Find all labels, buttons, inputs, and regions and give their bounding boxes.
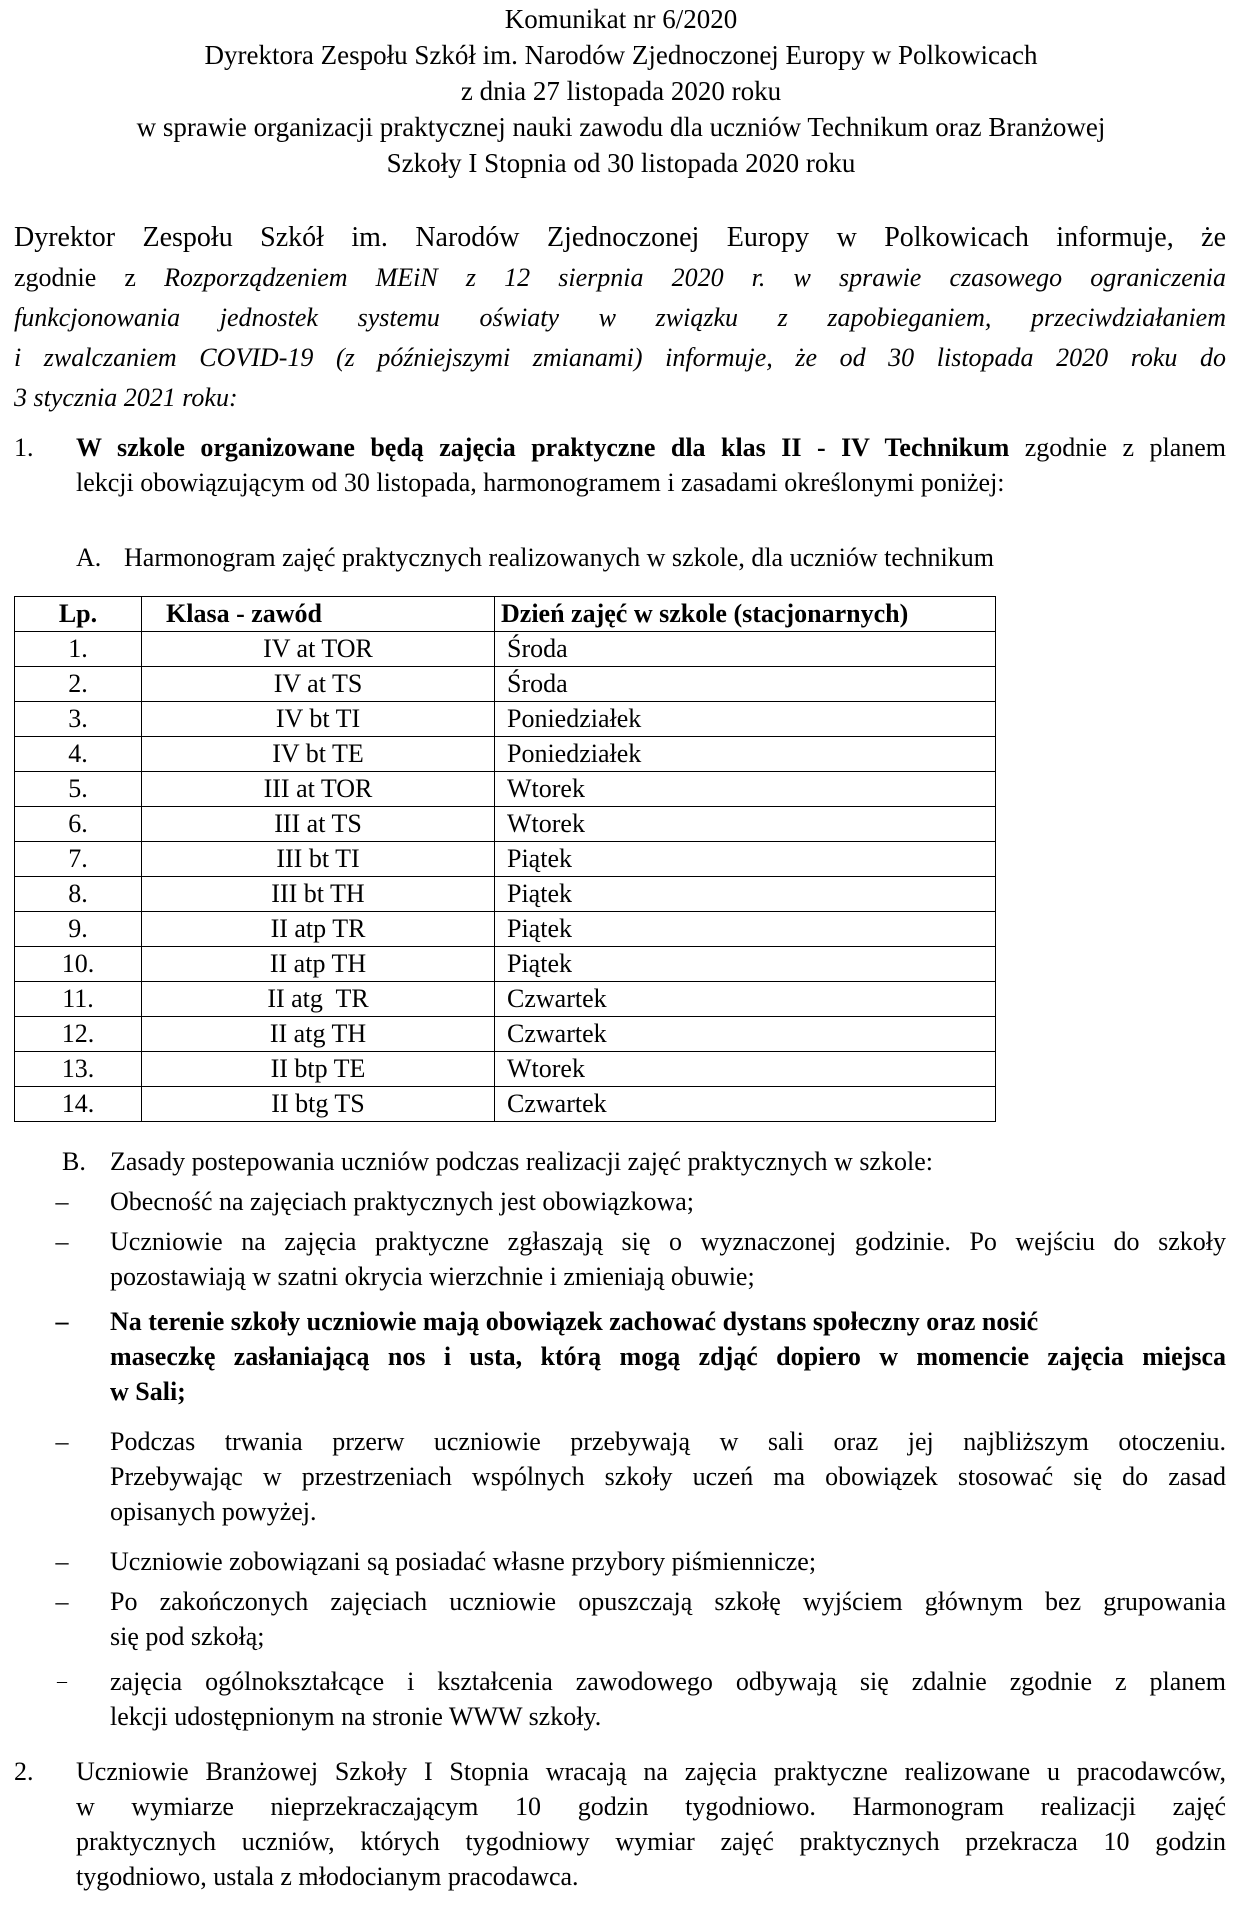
class-cell: IV at TOR (142, 632, 495, 667)
header-title: Komunikat nr 6/2020 (504, 4, 738, 34)
subsection-letter: A. (76, 543, 102, 572)
intro-text: zgodnie z (14, 263, 136, 292)
list-item (55, 1544, 1226, 1584)
day-cell: Środa (495, 667, 996, 702)
dash-bullet: – (55, 1587, 69, 1616)
header-issuer: Dyrektora Zespołu Szkół im. Narodów Zjednoczonej Europy w Polkowicach (204, 40, 1038, 70)
regulation-reference: Rozporządzeniem MEiN z 12 sierpnia 2020 r. w sprawie czasowego ograniczenia (164, 263, 1227, 292)
rule-text: Obecność na zajęciach praktycznych jest obowiązkowa; (110, 1187, 695, 1216)
rule-text: opisanych powyżej. (110, 1497, 317, 1526)
day-cell: Czwartek (495, 1087, 996, 1122)
section-1-line: lekcji obowiązującym od 30 listopada, harmonogramem i zasadami określonymi poniżej: (76, 468, 1005, 497)
row-number-cell: 3. (15, 702, 142, 737)
class-cell: IV bt TI (142, 702, 495, 737)
section-2-line: Uczniowie Branżowej Szkoły I Stopnia wracają na zajęcia praktyczne realizowane u pracodawców, (76, 1757, 1226, 1786)
day-cell: Poniedziałek (495, 702, 996, 737)
table-row (15, 667, 996, 702)
row-number-cell: 6. (15, 807, 142, 842)
rule-text: zajęcia ogólnokształcące i kształcenia zawodowego odbywają się zdalnie zgodnie z planem (110, 1667, 1226, 1696)
intro-line: i zwalczaniem COVID-19 (z późniejszymi zmianami) informuje, że od 30 listopada 2020 roku do (14, 343, 1226, 372)
rule-text: się pod szkołą; (110, 1622, 265, 1651)
intro-line: 3 stycznia 2021 roku: (14, 383, 238, 412)
section-2-line: tygodniowo, ustala z młodocianym pracodawca. (76, 1862, 579, 1891)
day-cell: Środa (495, 632, 996, 667)
class-cell: II atg TH (142, 1017, 495, 1052)
day-cell: Wtorek (495, 772, 996, 807)
day-cell: Piątek (495, 912, 996, 947)
schedule-table (14, 596, 996, 1122)
list-item (57, 1664, 1226, 1744)
row-number-cell: 8. (15, 877, 142, 912)
table-row (15, 842, 996, 877)
rule-text: Przebywając w przestrzeniach wspólnych szkoły uczeń ma obowiązek stosować się do zasad (110, 1462, 1226, 1491)
class-cell: II atg TR (142, 982, 495, 1017)
day-cell: Czwartek (495, 982, 996, 1017)
table-row (15, 1052, 996, 1087)
row-number-cell: 5. (15, 772, 142, 807)
section-number: 2. (14, 1757, 34, 1786)
intro-paragraph (14, 218, 1226, 418)
subsection-letter: B. (62, 1147, 86, 1176)
row-number-cell: 2. (15, 667, 142, 702)
section-2-line: w wymiarze nieprzekraczającym 10 godzin tygodniowo. Harmonogram realizacji zajęć (76, 1792, 1226, 1821)
row-number-cell: 14. (15, 1087, 142, 1122)
class-cell: III at TOR (142, 772, 495, 807)
header-date: z dnia 27 listopada 2020 roku (460, 76, 782, 106)
class-cell: IV bt TE (142, 737, 495, 772)
row-number-cell: 1. (15, 632, 142, 667)
column-header-lp: Lp. (15, 597, 142, 632)
day-cell: Wtorek (495, 1052, 996, 1087)
rule-text: Po zakończonych zajęciach uczniowie opuszczają szkołę wyjściem głównym bez grupowania (110, 1587, 1226, 1616)
table-row (15, 982, 996, 1017)
day-cell: Piątek (495, 877, 996, 912)
rules-section (55, 1144, 1226, 1731)
day-cell: Piątek (495, 947, 996, 982)
list-item (55, 1424, 1226, 1544)
day-cell: Piątek (495, 842, 996, 877)
day-cell: Czwartek (495, 1017, 996, 1052)
rule-text-bold: Na terenie szkoły uczniowie mają obowiązek zachować dystans społeczny oraz nosić (110, 1307, 1039, 1336)
list-item (55, 1184, 1226, 1224)
rule-text-bold: maseczkę zasłaniającą nos i usta, którą mogą zdjąć dopiero w momencie zajęcia miejsca (110, 1342, 1226, 1371)
row-number-cell: 10. (15, 947, 142, 982)
row-number-cell: 12. (15, 1017, 142, 1052)
class-cell: IV at TS (142, 667, 495, 702)
rule-text: Podczas trwania przerw uczniowie przebywają w sali oraz jej najbliższym otoczeniu. (110, 1427, 1226, 1456)
rules-title: Zasady postepowania uczniów podczas realizacji zajęć praktycznych w szkole: (110, 1147, 933, 1176)
intro-line (14, 258, 1226, 298)
table-row (15, 737, 996, 772)
rule-text: Uczniowie zobowiązani są posiadać własne przybory piśmiennicze; (110, 1547, 817, 1576)
row-number-cell: 4. (15, 737, 142, 772)
table-row (15, 772, 996, 807)
day-cell: Wtorek (495, 807, 996, 842)
row-number-cell: 7. (15, 842, 142, 877)
class-cell: III at TS (142, 807, 495, 842)
rules-list (55, 1184, 1226, 1744)
section-number: 1. (14, 433, 34, 462)
intro-line: Dyrektor Zespołu Szkół im. Narodów Zjednoczonej Europy w Polkowicach informuje, że (14, 222, 1226, 253)
table-header-row (15, 597, 996, 632)
dash-bullet: – (55, 1227, 69, 1256)
list-item (55, 1304, 1226, 1424)
list-item (55, 1584, 1226, 1664)
table-row (15, 632, 996, 667)
section-1-text: zgodnie z planem (1009, 433, 1226, 462)
class-cell: II atp TH (142, 947, 495, 982)
dash-bullet: – (57, 1670, 67, 1692)
class-cell: III bt TI (142, 842, 495, 877)
dash-bullet: – (55, 1307, 69, 1336)
section-1-line (76, 430, 1226, 465)
table-row (15, 1017, 996, 1052)
dash-bullet: – (55, 1427, 69, 1456)
dash-bullet: – (55, 1547, 69, 1576)
table-row (15, 1087, 996, 1122)
header-subject-line2: Szkoły I Stopnia od 30 listopada 2020 roku (386, 148, 856, 178)
table-row (15, 877, 996, 912)
class-cell: III bt TH (142, 877, 495, 912)
list-item (55, 1224, 1226, 1304)
table-row (15, 702, 996, 737)
row-number-cell: 9. (15, 912, 142, 947)
header-subject-line1: w sprawie organizacji praktycznej nauki zawodu dla uczniów Technikum oraz Branżowej (136, 112, 1106, 142)
dash-bullet: – (55, 1187, 69, 1216)
document-header (0, 1, 1242, 181)
rule-text: pozostawiają w szatni okrycia wierzchnie i zmieniają obuwie; (110, 1262, 755, 1291)
table-row (15, 947, 996, 982)
class-cell: II atp TR (142, 912, 495, 947)
class-cell: II btg TS (142, 1087, 495, 1122)
row-number-cell: 13. (15, 1052, 142, 1087)
column-header-day: Dzień zajęć w szkole (stacjonarnych) (495, 597, 996, 632)
intro-line: funkcjonowania jednostek systemu oświaty w związku z zapobieganiem, przeciwdziałaniem (14, 303, 1226, 332)
rule-text-bold: w Sali; (110, 1377, 186, 1406)
section-2-line: praktycznych uczniów, których tygodniowy wymiar zajęć praktycznych przekracza 10 godzin (76, 1827, 1226, 1856)
rule-text: lekcji udostępnionym na stronie WWW szkoły. (110, 1702, 602, 1731)
subsection-title: Harmonogram zajęć praktycznych realizowanych w szkole, dla uczniów technikum (124, 543, 994, 572)
day-cell: Poniedziałek (495, 737, 996, 772)
section-1-bold-text: W szkole organizowane będą zajęcia praktyczne dla klas II - IV Technikum (76, 433, 1010, 462)
column-header-class: Klasa - zawód (142, 597, 495, 632)
table-row (15, 912, 996, 947)
rule-text: Uczniowie na zajęcia praktyczne zgłaszają się o wyznaczonej godzinie. Po wejściu do szkoły (110, 1227, 1226, 1256)
table-row (15, 807, 996, 842)
row-number-cell: 11. (15, 982, 142, 1017)
class-cell: II btp TE (142, 1052, 495, 1087)
